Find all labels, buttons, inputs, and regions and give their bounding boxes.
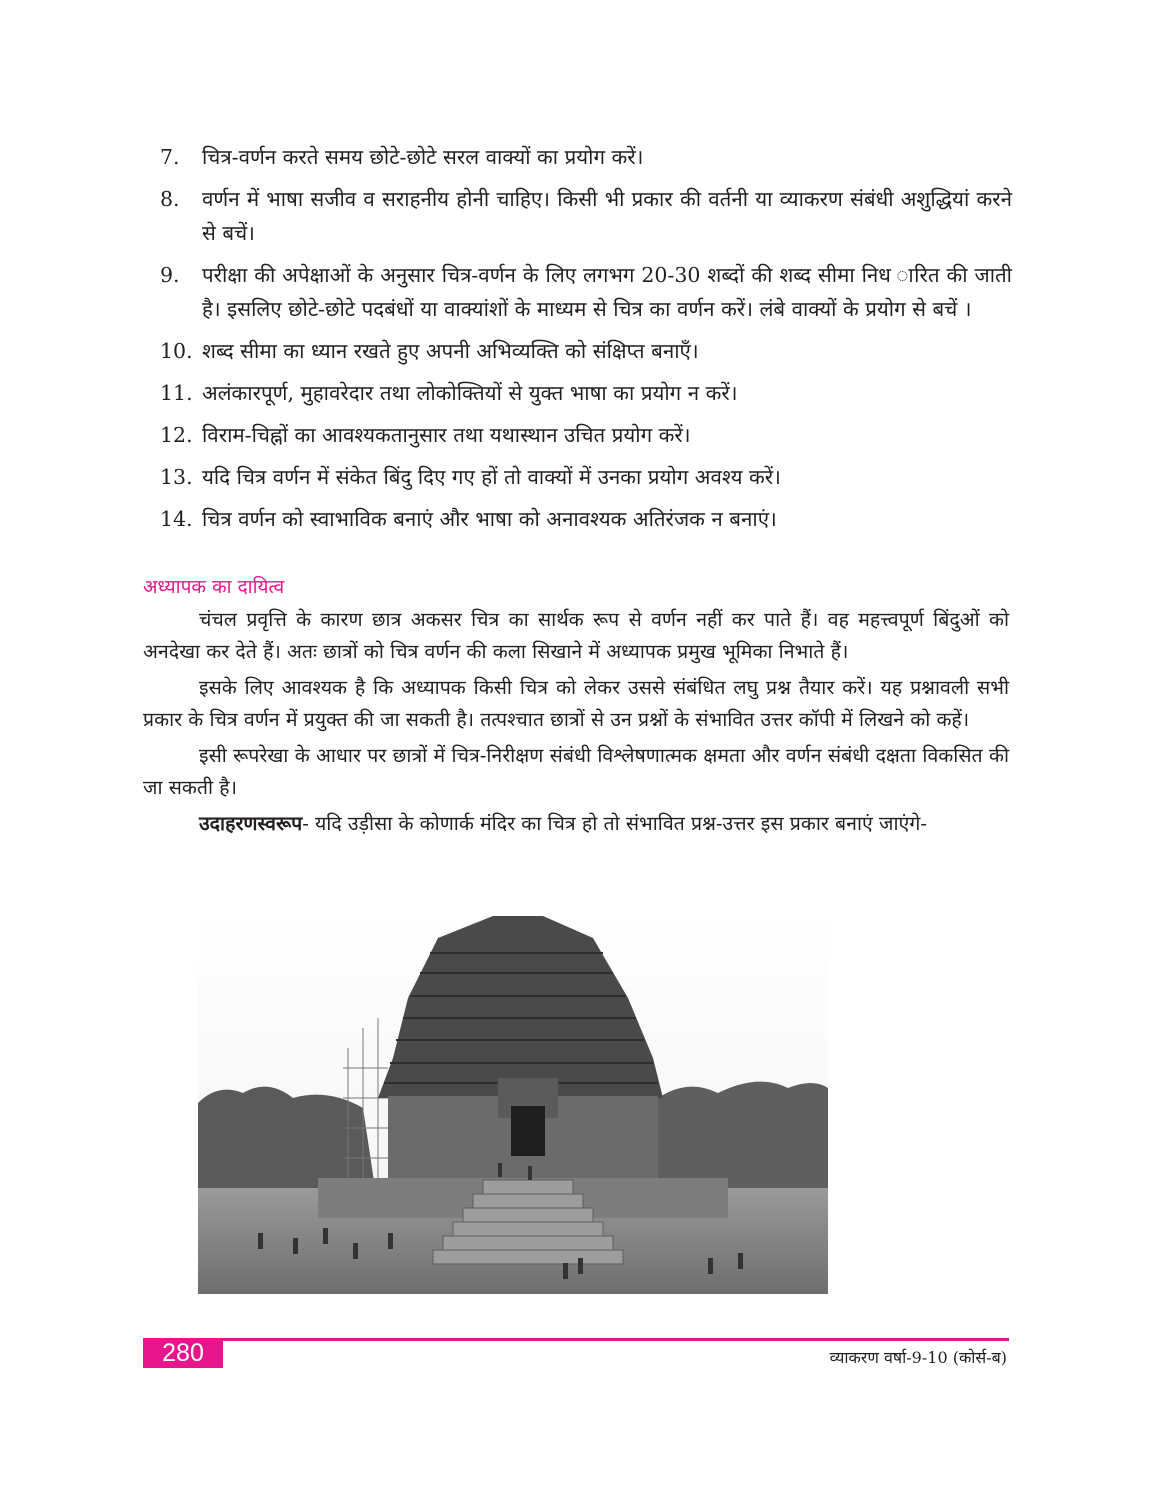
body-paragraphs bbox=[143, 604, 1009, 844]
list-item bbox=[160, 460, 1012, 494]
example-paragraph bbox=[143, 808, 1009, 840]
paragraph: इसके लिए आवश्यक है कि अध्यापक किसी चित्र को लेकर उससे संबंधित लघु प्रश्न तैयार करें। यह प्रश्नावली सभी प्रकार के चित्र वर्णन में प्रयुक्त की जा सकती है। तत्पश्चात छात्रों से उन प्रश्नों के संभावित उत्तर कॉपी में लिखने को कहें। bbox=[143, 676, 1009, 731]
list-item-text: वर्णन में भाषा सजीव व सराहनीय होनी चाहिए। किसी भी प्रकार की वर्तनी या व्याकरण संबंधी अशुद्धियां करने से बचें। bbox=[202, 187, 1012, 245]
list-item-text: विराम-चिह्नों का आवश्यकतानुसार तथा यथास्थान उचित प्रयोग करें। bbox=[202, 423, 691, 447]
page-number: 280 bbox=[143, 1338, 223, 1368]
list-item bbox=[160, 376, 1012, 410]
section-heading: अध्यापक का दायित्व bbox=[143, 576, 285, 598]
list-item-text: परीक्षा की अपेक्षाओं के अनुसार चित्र-वर्णन के लिए लगभग 20-30 शब्दों की शब्द सीमा निध ारित की जाती है। इसलिए छोटे-छोटे पदबंधों या वाक्यांशों के माध्यम से चित्र का वर्णन करें। लंबे वाक्यों के प्रयोग से बचें । bbox=[202, 263, 1012, 321]
example-label: उदाहरणस्वरूप bbox=[199, 812, 303, 835]
list-item-number: 10. bbox=[160, 339, 193, 363]
list-item bbox=[160, 140, 1012, 174]
list-item-text: चित्र-वर्णन करते समय छोटे-छोटे सरल वाक्यों का प्रयोग करें। bbox=[202, 145, 644, 169]
list-item bbox=[160, 182, 1012, 250]
list-item-text: शब्द सीमा का ध्यान रखते हुए अपनी अभिव्यक्ति को संक्षिप्त बनाएँ। bbox=[202, 339, 699, 363]
konark-temple-photo bbox=[198, 908, 828, 1294]
list-item-text: अलंकारपूर्ण, मुहावरेदार तथा लोकोक्तियों से युक्त भाषा का प्रयोग न करें। bbox=[202, 381, 738, 405]
list-item bbox=[160, 258, 1012, 326]
list-item bbox=[160, 334, 1012, 368]
running-head: व्याकरण वर्षा-9-10 (कोर्स-ब) bbox=[829, 1348, 1007, 1367]
list-item bbox=[160, 502, 1012, 536]
example-text: - यदि उड़ीसा के कोणार्क मंदिर का चित्र हो तो संभावित प्रश्न-उत्तर इस प्रकार बनाएं जाएंगे- bbox=[302, 812, 927, 835]
temple-doorway bbox=[511, 1106, 545, 1156]
list-item-number: 9. bbox=[160, 263, 180, 287]
list-item bbox=[160, 418, 1012, 452]
instruction-list bbox=[160, 140, 1012, 544]
list-item-number: 13. bbox=[160, 465, 193, 489]
list-item-number: 12. bbox=[160, 423, 193, 447]
list-item-number: 11. bbox=[160, 381, 193, 405]
list-item-number: 8. bbox=[160, 187, 180, 211]
list-item-text: चित्र वर्णन को स्वाभाविक बनाएं और भाषा को अनावश्यक अतिरंजक न बनाएं। bbox=[202, 507, 777, 531]
paragraph: चंचल प्रवृत्ति के कारण छात्र अकसर चित्र का सार्थक रूप से वर्णन नहीं कर पाते हैं। वह महत्त्वपूर्ण बिंदुओं को अनदेखा कर देते हैं। अतः छात्रों को चित्र वर्णन की कला सिखाने में अध्यापक प्रमुख भूमिका निभाते हैं। bbox=[143, 608, 1009, 663]
list-item-number: 14. bbox=[160, 507, 193, 531]
paragraph: इसी रूपरेखा के आधार पर छात्रों में चित्र-निरीक्षण संबंधी विश्लेषणात्मक क्षमता और वर्णन संबंधी दक्षता विकसित की जा सकती है। bbox=[143, 744, 1009, 799]
list-item-number: 7. bbox=[160, 145, 180, 169]
list-item-text: यदि चित्र वर्णन में संकेत बिंदु दिए गए हों तो वाक्यों में उनका प्रयोग अवश्य करें। bbox=[202, 465, 781, 489]
footer-rule bbox=[143, 1338, 1009, 1341]
